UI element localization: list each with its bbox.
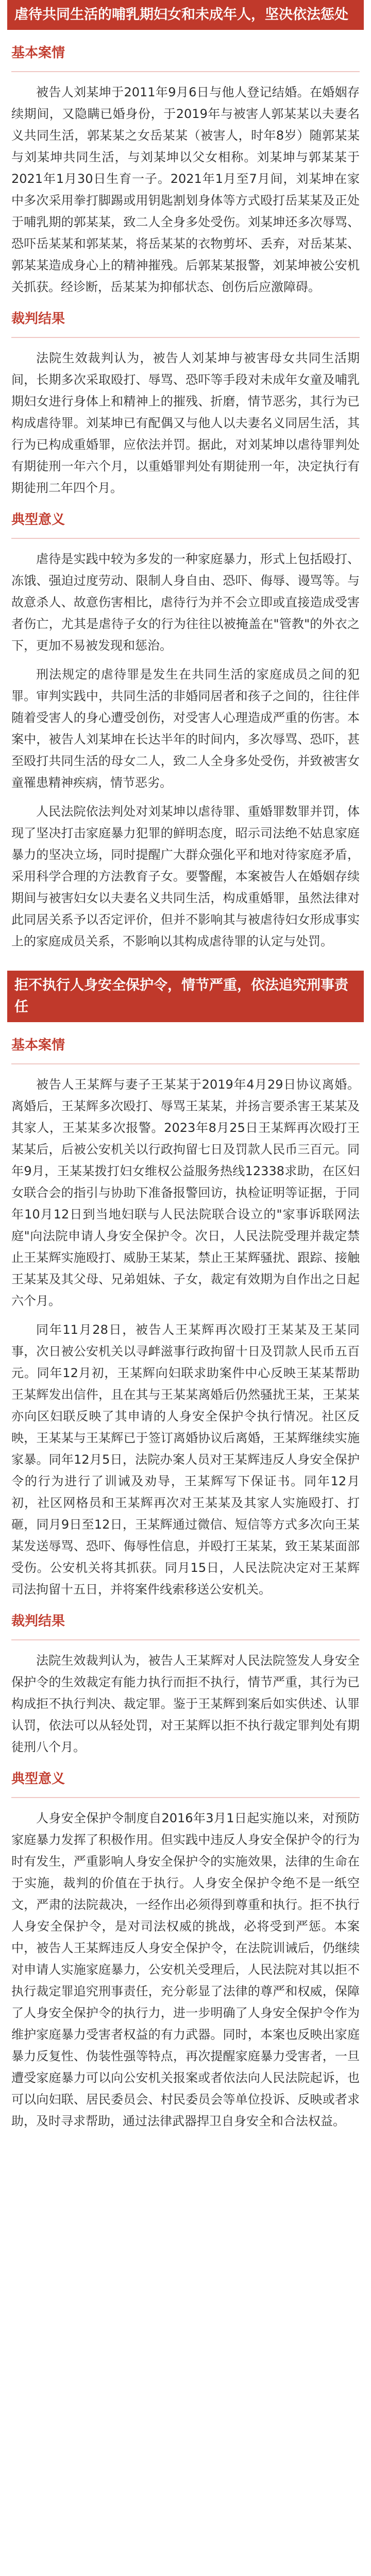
divider: [11, 337, 360, 338]
case-2-basic-para-1: 被告人王某辉与妻子王某某于2019年4月29日协议离婚。离婚后，王某辉多次殴打、辱骂王某某，并扬言要杀害王某某及其家人，王某某多次报警。2023年8月25日王某辉再次殴打王某某后，后被公安机关以行政拘留七日及罚款人民币三百元。同年9月，王某某拨打妇女维权公益服务热线12338求助，在区妇女联合会的指引与协助下准备报警回访，执检证明等证据，于同年10月12日到当地妇联与人民法院联合设立的"家事诉联网法庭"向法院申请人身安全保护令。次日，人民法院受理并裁定禁止王某辉实施殴打、威胁王某某，禁止王某辉骚扰、跟踪、接触王某某及其父母、兄弟姐妹、子女，裁定有效期为自作出之日起六个月。: [11, 1077, 360, 1308]
case-1-meaning-para-3: 人民法院依法判处对刘某坤以虐待罪、重婚罪数罪并罚，体现了坚决打击家庭暴力犯罪的鲜明态度，昭示司法绝不姑息家庭暴力的坚决立场，同时提醒广大群众强化平和地对待家庭矛盾，采用科学合理的方法教育子女。要警醒，本案被告人在婚姻存续期间与被害妇女以夫妻名义共同生活，构成重婚罪，虽然法律对此同居关系予以否定评价，但并不影响其与被虐待妇女形成事实上的家庭成员关系，不影响以其构成虐待罪的认定与处罚。: [11, 804, 360, 948]
case-2-title: 拒不执行人身安全保护令，情节严重，依法追究刑事责任: [7, 971, 364, 1022]
divider: [11, 1639, 360, 1640]
divider: [11, 538, 360, 539]
case-1-title: 虐待共同生活的哺乳期妇女和未成年人，坚决依法惩处: [7, 0, 364, 30]
divider: [11, 1063, 360, 1064]
case-2-verdict-para-1: 法院生效裁判认为，被告人王某辉对人民法院签发人身安全保护令的生效裁定有能力执行而拒不执行，情节严重，其行为已构成拒不执行判决、裁定罪。鉴于王某辉到案后如实供述、认罪认罚，依法可以从轻处罚，对王某辉以拒不执行裁定罪判处有期徒刑八个月。: [11, 1653, 360, 1754]
case-1-meaning-heading: 典型意义: [11, 512, 65, 528]
case-2-verdict-heading: 裁判结果: [11, 1614, 65, 1629]
case-1-basic-para-1: 被告人刘某坤于2011年9月6日与他人登记结婚。在婚姻存续期间，又隐瞒已婚身份，于2019年与被害人郭某某以夫妻名义共同生活，郭某某之女岳某某（被害人，时年8岁）随郭某某与刘某坤共同生活，与刘某坤以父女相称。刘某坤与郭某某于2021年1月30日生育一子。2021年1月至7月间，刘某坤在家中多次采用拳打脚踢或用钥匙割划身体等方式殴打岳某某及正处于哺乳期的郭某某，致二人全身多处受伤。刘某坤还多次辱骂、恐吓岳某某和郭某某，将岳某某的衣物剪坏、丢弃，对岳某某、郭某某造成身心上的精神摧残。后郭某某报警，刘某坤被公安机关抓获。经诊断，岳某某为抑郁状态、创伤后应激障碍。: [11, 85, 360, 294]
case-1-basic-heading: 基本案情: [11, 45, 65, 61]
case-2-meaning-heading: 典型意义: [11, 1771, 65, 1787]
case-2-meaning-para-1: 人身安全保护令制度自2016年3月1日起实施以来，对预防家庭暴力发挥了积极作用。但实践中违反人身安全保护令的行为时有发生，严重影响人身安全保护令的实施效果，法律的生命在于实施，裁判的价值在于执行。人身安全保护令绝不是一纸空文，严肃的法院裁决，一经作出必须得到尊重和执行。拒不执行人身安全保护令，是对司法权威的挑战，必将受到严惩。本案中，被告人王某辉违反人身安全保护令，在法院训诫后，仍继续对申请人实施家庭暴力，公安机关受理后，人民法院对其以拒不执行裁定罪追究刑事责任，充分彰显了法律的尊严和权威，保障了人身安全保护令的执行力，进一步明确了人身安全保护令作为维护家庭暴力受害者权益的有力武器。同时，本案也反映出家庭暴力反复性、伪装性强等特点，再次提醒家庭暴力受害者，一旦遭受家庭暴力可以向公安机关报案或者依法向人民法院起诉，也可以向妇联、居民委员会、村民委员会等单位投诉、反映或者求助，及时寻求帮助，通过法律武器捍卫自身安全和合法权益。: [11, 1811, 360, 2128]
case-1-meaning-para-1: 虐待是实践中较为多发的一种家庭暴力，形式上包括殴打、冻饿、强迫过度劳动、限制人身自由、恐吓、侮辱、谩骂等。与故意杀人、故意伤害相比，虐待行为并不会立即或直接造成受害者伤亡，尤其是虐待子女的行为往往以被掩盖在"管教"的外衣之下，更加不易被发现和惩治。: [11, 552, 360, 653]
divider: [11, 71, 360, 72]
case-2-basic-heading: 基本案情: [11, 1038, 65, 1053]
case-1-verdict-para-1: 法院生效裁判认为，被告人刘某坤与被害母女共同生活期间，长期多次采取殴打、辱骂、恐吓等手段对未成年女童及哺乳期妇女进行身体上和精神上的摧残、折磨，情节恶劣，其行为已构成虐待罪。刘某坤已有配偶又与他人以夫妻名义同居生活，其行为已构成重婚罪，应依法并罚。据此，对刘某坤以虐待罪判处有期徒刑一年六个月，以重婚罪判处有期徒刑一年，决定执行有期徒刑二年四个月。: [11, 351, 360, 495]
divider: [11, 1797, 360, 1798]
case-1-meaning-para-2: 刑法规定的虐待罪是发生在共同生活的家庭成员之间的犯罪。审判实践中，共同生活的非婚同居者和孩子之间的，往往伴随着受害人的身心遭受创伤，对受害人心理造成严重的伤害。本案中，被告人刘某坤在长达半年的时间内，多次辱骂、恐吓，甚至殴打共同生活的母女二人，致二人全身多处受伤，并致被害女童罹患精神疾病，情节恶劣。: [11, 667, 360, 790]
case-2-basic-para-2: 同年11月28日，被告人王某辉再次殴打王某某及王某同事，次日被公安机关以寻衅滋事行政拘留十日及罚款人民币五百元。同年12月初，王某辉向妇联求助案件中心反映王某某帮助王某辉发出信件，且在其与王某某离婚后仍然骚扰王某，王某某亦向区妇联反映了其申请的人身安全保护令执行情况。社区反映，王某某与王某辉已于签订离婚协议后离婚，王某辉继续实施家暴。同年12月5日，法院办案人员对王某辉违反人身安全保护令的行为进行了训诫及劝导，王某辉写下保证书。同年12月初，社区网格员和王某辉再次对王某某及其家人实施殴打、打砸，同月9日至12日，王某辉通过微信、短信等方式多次向王某某发送辱骂、恐吓、侮辱性信息，并殴打王某某，致王某某面部受伤。公安机关将其抓获。同月15日，人民法院决定对王某辉司法拘留十五日，并将案件线索移送公安机关。: [11, 1323, 360, 1597]
case-1-verdict-heading: 裁判结果: [11, 311, 65, 327]
